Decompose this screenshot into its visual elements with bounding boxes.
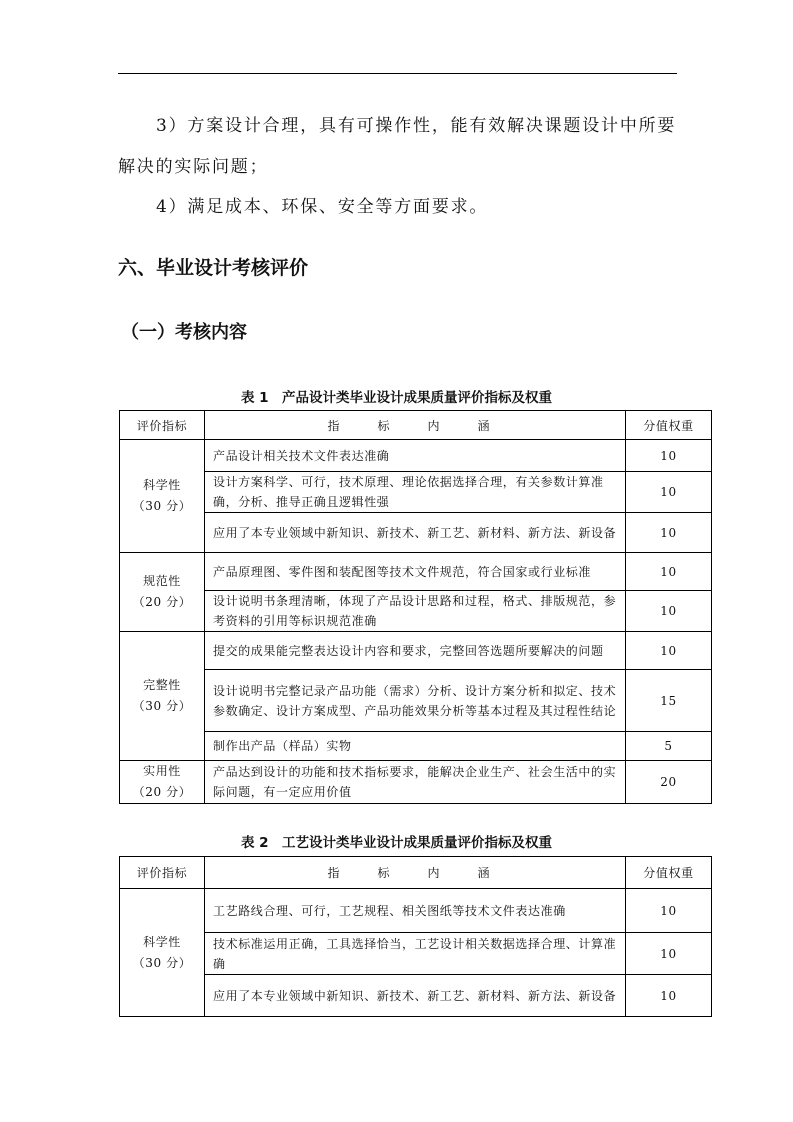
paragraph-item-4: 4）满足成本、环保、安全等方面要求。 xyxy=(156,197,489,217)
weight-value: 10 xyxy=(626,472,712,513)
table2 xyxy=(119,856,712,1017)
category-name: 科学性 xyxy=(143,478,181,492)
category-cell xyxy=(120,632,205,761)
subsection-title: （一）考核内容 xyxy=(121,322,247,343)
category-score: （20 分） xyxy=(132,785,192,799)
weight-value: 20 xyxy=(626,761,712,804)
table2-header-row xyxy=(120,857,712,889)
category-cell xyxy=(120,889,205,1017)
weight-value: 15 xyxy=(626,670,712,732)
table1-header-row xyxy=(120,411,712,440)
criterion-text: 工艺路线合理、可行，工艺规程、相关图纸等技术文件表达准确 xyxy=(205,889,626,933)
category-name: 科学性 xyxy=(143,934,181,949)
table-row xyxy=(120,513,712,553)
header-weight: 分值权重 xyxy=(626,857,712,889)
criterion-text: 设计说明书条理清晰，体现了产品设计思路和过程，格式、排版规范，参考资料的引用等标识规范准确 xyxy=(205,591,626,632)
table2-caption: 表 2 工艺设计类毕业设计成果质量评价指标及权重 xyxy=(240,835,553,851)
weight-value: 10 xyxy=(626,513,712,553)
table-row xyxy=(120,732,712,761)
table-row xyxy=(120,761,712,804)
table-row xyxy=(120,440,712,472)
criterion-text: 产品达到设计的功能和技术指标要求，能解决企业生产、社会生活中的实际问题，有一定应用价值 xyxy=(205,761,626,804)
criterion-text: 产品原理图、零件图和装配图等技术文件规范，符合国家或行业标准 xyxy=(205,553,626,591)
section-title: 六、毕业设计考核评价 xyxy=(118,257,309,279)
weight-value: 10 xyxy=(626,553,712,591)
table-row xyxy=(120,553,712,591)
criterion-text: 提交的成果能完整表达设计内容和要求，完整回答选题所要解决的问题 xyxy=(205,632,626,670)
weight-value: 10 xyxy=(626,889,712,933)
weight-value: 10 xyxy=(626,591,712,632)
table-row xyxy=(120,933,712,975)
weight-value: 10 xyxy=(626,440,712,472)
header-rule xyxy=(118,73,677,74)
table1-caption: 表 1 产品设计类毕业设计成果质量评价指标及权重 xyxy=(240,390,553,406)
category-score: （30 分） xyxy=(132,955,192,970)
table-row xyxy=(120,889,712,933)
criterion-text: 设计方案科学、可行，技术原理、理论依据选择合理，有关参数计算准确，分析、推导正确且逻辑性强 xyxy=(205,472,626,513)
paragraph-item-3-line-1: 3）方案设计合理，具有可操作性，能有效解决课题设计中所要 xyxy=(156,116,677,136)
table1 xyxy=(119,410,712,804)
category-cell xyxy=(120,440,205,553)
category-name: 实用性 xyxy=(143,764,181,778)
category-score: （20 分） xyxy=(132,595,192,609)
weight-value: 10 xyxy=(626,933,712,975)
category-cell xyxy=(120,761,205,804)
header-content: 指 标 内 涵 xyxy=(205,411,626,440)
category-cell xyxy=(120,553,205,632)
table-row xyxy=(120,472,712,513)
paragraph-item-3-line-2: 解决的实际问题； xyxy=(118,157,269,177)
criterion-text: 制作出产品（样品）实物 xyxy=(205,732,626,761)
table-row xyxy=(120,670,712,732)
table-row xyxy=(120,591,712,632)
header-weight: 分值权重 xyxy=(626,411,712,440)
criterion-text: 产品设计相关技术文件表达准确 xyxy=(205,440,626,472)
header-indicator: 评价指标 xyxy=(120,857,205,889)
category-name: 完整性 xyxy=(143,678,181,692)
category-score: （30 分） xyxy=(132,499,192,513)
criterion-text: 技术标准运用正确，工具选择恰当，工艺设计相关数据选择合理、计算准确 xyxy=(205,933,626,975)
weight-value: 10 xyxy=(626,632,712,670)
weight-value: 5 xyxy=(626,732,712,761)
category-score: （30 分） xyxy=(132,699,192,713)
criterion-text: 应用了本专业领域中新知识、新技术、新工艺、新材料、新方法、新设备 xyxy=(205,975,626,1017)
header-indicator: 评价指标 xyxy=(120,411,205,440)
weight-value: 10 xyxy=(626,975,712,1017)
criterion-text: 应用了本专业领域中新知识、新技术、新工艺、新材料、新方法、新设备 xyxy=(205,513,626,553)
table-row xyxy=(120,632,712,670)
header-content: 指 标 内 涵 xyxy=(205,857,626,889)
category-name: 规范性 xyxy=(143,574,181,588)
table-row xyxy=(120,975,712,1017)
criterion-text: 设计说明书完整记录产品功能（需求）分析、设计方案分析和拟定、技术参数确定、设计方案成型、产品功能效果分析等基本过程及其过程性结论 xyxy=(205,670,626,732)
